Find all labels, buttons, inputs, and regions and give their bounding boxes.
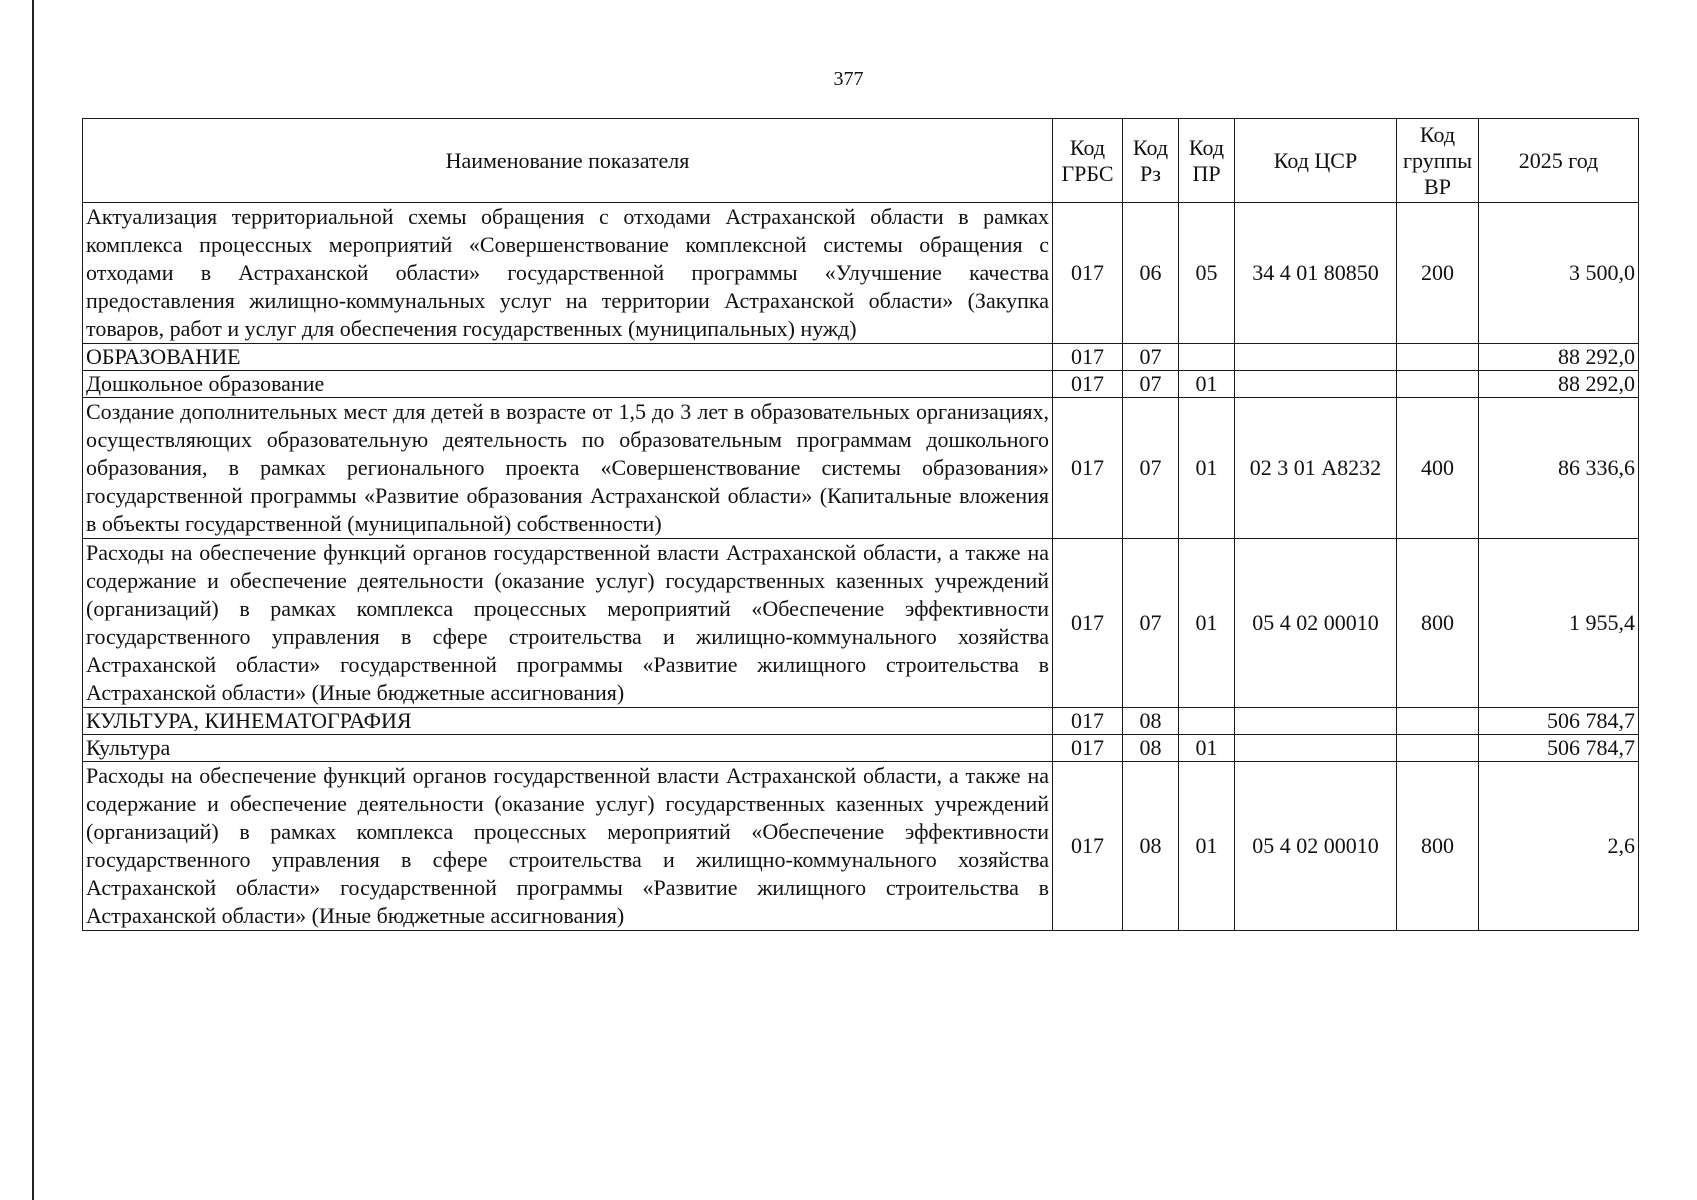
row-pr: 01 bbox=[1179, 371, 1235, 398]
row-rz: 08 bbox=[1123, 735, 1179, 762]
row-name: Культура bbox=[83, 735, 1053, 762]
header-name: Наименование показателя bbox=[83, 119, 1053, 203]
row-vr bbox=[1397, 735, 1479, 762]
header-grbs: Код ГРБС bbox=[1053, 119, 1123, 203]
row-rz: 07 bbox=[1123, 539, 1179, 708]
row-vr: 200 bbox=[1397, 203, 1479, 344]
row-grbs: 017 bbox=[1053, 735, 1123, 762]
table-row bbox=[83, 398, 1639, 539]
row-rz: 08 bbox=[1123, 762, 1179, 931]
row-csr bbox=[1235, 708, 1397, 735]
row-grbs: 017 bbox=[1053, 371, 1123, 398]
table-row bbox=[83, 762, 1639, 931]
row-pr bbox=[1179, 708, 1235, 735]
row-grbs: 017 bbox=[1053, 539, 1123, 708]
row-vr bbox=[1397, 708, 1479, 735]
table-row bbox=[83, 344, 1639, 371]
row-grbs: 017 bbox=[1053, 344, 1123, 371]
row-name: Расходы на обеспечение функций органов государственной власти Астраханской области, а также на содержание и обеспечение деятельности (оказание услуг) государственных казенных учреждений (организаций) в рамках комплекса процессных мероприятий «Обеспечение эффективности государственного управления в сфере строительства и жилищно-коммунального хозяйства Астраханской области» государственной программы «Развитие жилищного строительства в Астраханской области» (Иные бюджетные ассигнования) bbox=[83, 539, 1053, 708]
row-name: Актуализация территориальной схемы обращения с отходами Астраханской области в рамках комплекса процессных мероприятий «Совершенствование комплексной системы обращения с отходами в Астраханской области» государственной программы «Улучшение качества предоставления жилищно-коммунальных услуг на территории Астраханской области» (Закупка товаров, работ и услуг для обеспечения государственных (муниципальных) нужд) bbox=[83, 203, 1053, 344]
row-name: Расходы на обеспечение функций органов государственной власти Астраханской области, а также на содержание и обеспечение деятельности (оказание услуг) государственных казенных учреждений (организаций) в рамках комплекса процессных мероприятий «Обеспечение эффективности государственного управления в сфере строительства и жилищно-коммунального хозяйства Астраханской области» государственной программы «Развитие жилищного строительства в Астраханской области» (Иные бюджетные ассигнования) bbox=[83, 762, 1053, 931]
table-row bbox=[83, 708, 1639, 735]
row-pr: 01 bbox=[1179, 762, 1235, 931]
row-amount: 506 784,7 bbox=[1479, 735, 1639, 762]
row-csr bbox=[1235, 735, 1397, 762]
row-vr: 800 bbox=[1397, 762, 1479, 931]
row-rz: 06 bbox=[1123, 203, 1179, 344]
row-grbs: 017 bbox=[1053, 398, 1123, 539]
row-rz: 07 bbox=[1123, 344, 1179, 371]
table-header-row bbox=[83, 119, 1639, 203]
row-pr: 01 bbox=[1179, 735, 1235, 762]
row-csr: 34 4 01 80850 bbox=[1235, 203, 1397, 344]
table-row bbox=[83, 539, 1639, 708]
left-margin-line bbox=[32, 0, 34, 1200]
row-vr bbox=[1397, 344, 1479, 371]
row-grbs: 017 bbox=[1053, 708, 1123, 735]
row-name: Дошкольное образование bbox=[83, 371, 1053, 398]
row-grbs: 017 bbox=[1053, 203, 1123, 344]
row-name: Создание дополнительных мест для детей в возрасте от 1,5 до 3 лет в образовательных организациях, осуществляющих образовательную деятельность по образовательным программам дошкольного образования, в рамках регионального проекта «Совершенствование системы образования» государственной программы «Развитие образования Астраханской области» (Капитальные вложения в объекты государственной (муниципальной) собственности) bbox=[83, 398, 1053, 539]
row-amount: 1 955,4 bbox=[1479, 539, 1639, 708]
row-amount: 88 292,0 bbox=[1479, 371, 1639, 398]
row-vr: 800 bbox=[1397, 539, 1479, 708]
header-pr: Код ПР bbox=[1179, 119, 1235, 203]
row-rz: 07 bbox=[1123, 371, 1179, 398]
row-pr: 01 bbox=[1179, 398, 1235, 539]
row-grbs: 017 bbox=[1053, 762, 1123, 931]
row-amount: 86 336,6 bbox=[1479, 398, 1639, 539]
row-rz: 07 bbox=[1123, 398, 1179, 539]
row-vr: 400 bbox=[1397, 398, 1479, 539]
row-csr: 05 4 02 00010 bbox=[1235, 539, 1397, 708]
row-csr bbox=[1235, 371, 1397, 398]
table-row bbox=[83, 371, 1639, 398]
row-pr bbox=[1179, 344, 1235, 371]
budget-table bbox=[82, 118, 1639, 931]
row-vr bbox=[1397, 371, 1479, 398]
row-rz: 08 bbox=[1123, 708, 1179, 735]
row-amount: 2,6 bbox=[1479, 762, 1639, 931]
row-name: КУЛЬТУРА, КИНЕМАТОГРАФИЯ bbox=[83, 708, 1053, 735]
row-amount: 88 292,0 bbox=[1479, 344, 1639, 371]
row-amount: 506 784,7 bbox=[1479, 708, 1639, 735]
row-csr: 05 4 02 00010 bbox=[1235, 762, 1397, 931]
header-vr: Код группы ВР bbox=[1397, 119, 1479, 203]
header-rz: Код Рз bbox=[1123, 119, 1179, 203]
page-number: 377 bbox=[833, 68, 864, 90]
header-csr: Код ЦСР bbox=[1235, 119, 1397, 203]
row-name: ОБРАЗОВАНИЕ bbox=[83, 344, 1053, 371]
row-amount: 3 500,0 bbox=[1479, 203, 1639, 344]
row-pr: 01 bbox=[1179, 539, 1235, 708]
table-row bbox=[83, 735, 1639, 762]
header-year: 2025 год bbox=[1479, 119, 1639, 203]
row-pr: 05 bbox=[1179, 203, 1235, 344]
row-csr bbox=[1235, 344, 1397, 371]
table-row bbox=[83, 203, 1639, 344]
row-csr: 02 3 01 А8232 bbox=[1235, 398, 1397, 539]
